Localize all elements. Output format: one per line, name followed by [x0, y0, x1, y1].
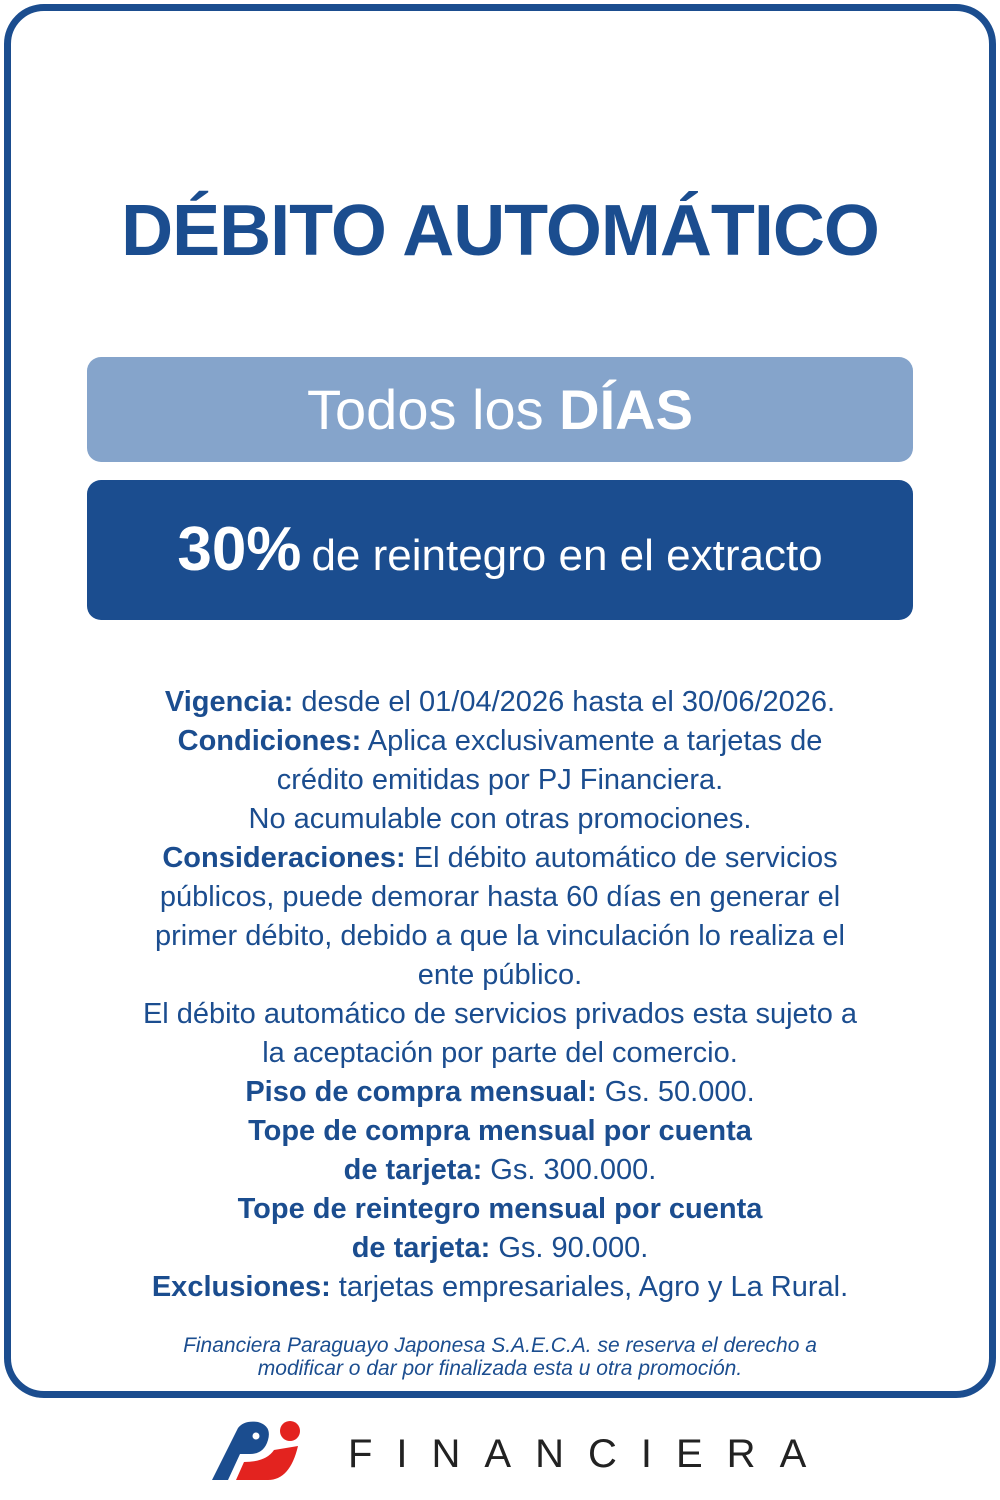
terms-label: Vigencia:: [164, 686, 294, 718]
refund-text: de reintegro en el extracto: [311, 531, 823, 580]
legal-disclaimer: [0, 1334, 1000, 1380]
terms-value: Gs. 300.000.: [482, 1154, 657, 1186]
terms-line: [0, 683, 1000, 722]
terms-label: Consideraciones:: [162, 842, 406, 874]
terms-value: crédito emitidas por PJ Financiera.: [276, 764, 724, 796]
terms-line: [0, 761, 1000, 800]
terms-line: [0, 917, 1000, 956]
days-prefix: Todos los: [307, 378, 560, 441]
terms-line: [0, 1073, 1000, 1112]
days-banner: [87, 357, 913, 462]
terms-value: públicos, puede demorar hasta 60 días en generar el: [159, 881, 841, 913]
terms-value: la aceptación por parte del comercio.: [262, 1037, 738, 1069]
terms-line: [0, 800, 1000, 839]
terms-label: Tope de reintegro mensual por cuenta: [237, 1193, 763, 1225]
terms-value: Gs. 90.000.: [490, 1232, 649, 1264]
terms-text: [0, 683, 1000, 1307]
refund-percent: 30%: [177, 515, 302, 584]
terms-value: El débito automático de servicios privados esta sujeto a: [142, 998, 858, 1030]
terms-label: Exclusiones:: [151, 1271, 331, 1303]
pj-logo-icon: [210, 1420, 310, 1482]
terms-label: Piso de compra mensual:: [245, 1076, 597, 1108]
legal-line: Financiera Paraguayo Japonesa S.A.E.C.A. se reserva el derecho a: [183, 1334, 817, 1357]
refund-banner: [87, 480, 913, 620]
terms-label: de tarjeta:: [343, 1154, 483, 1186]
terms-value: No acumulable con otras promociones.: [248, 803, 752, 835]
terms-label: Condiciones:: [177, 725, 362, 757]
terms-value: Gs. 50.000.: [596, 1076, 755, 1108]
legal-line: modificar o dar por finalizada esta u otra promoción.: [257, 1357, 743, 1380]
days-bold: DÍAS: [559, 378, 693, 441]
terms-line: [0, 839, 1000, 878]
terms-value: desde el 01/04/2026 hasta el 30/06/2026.: [293, 686, 836, 718]
terms-value: ente público.: [417, 959, 583, 991]
terms-line: [0, 722, 1000, 761]
terms-line: [0, 995, 1000, 1034]
terms-line: [0, 1034, 1000, 1073]
terms-line: [0, 1151, 1000, 1190]
brand-name: FINANCIERA: [348, 1432, 831, 1476]
terms-line: [0, 1229, 1000, 1268]
terms-value: tarjetas empresariales, Agro y La Rural.: [330, 1271, 849, 1303]
terms-label: de tarjeta:: [351, 1232, 491, 1264]
page-title: DÉBITO AUTOMÁTICO: [121, 191, 879, 271]
terms-line: [0, 1190, 1000, 1229]
terms-line: [0, 956, 1000, 995]
terms-label: Tope de compra mensual por cuenta: [248, 1115, 752, 1147]
terms-line: [0, 878, 1000, 917]
terms-line: [0, 1268, 1000, 1307]
terms-value: primer débito, debido a que la vinculación lo realiza el: [155, 920, 845, 952]
terms-value: El débito automático de servicios: [405, 842, 838, 874]
terms-line: [0, 1112, 1000, 1151]
terms-value: Aplica exclusivamente a tarjetas de: [361, 725, 823, 757]
